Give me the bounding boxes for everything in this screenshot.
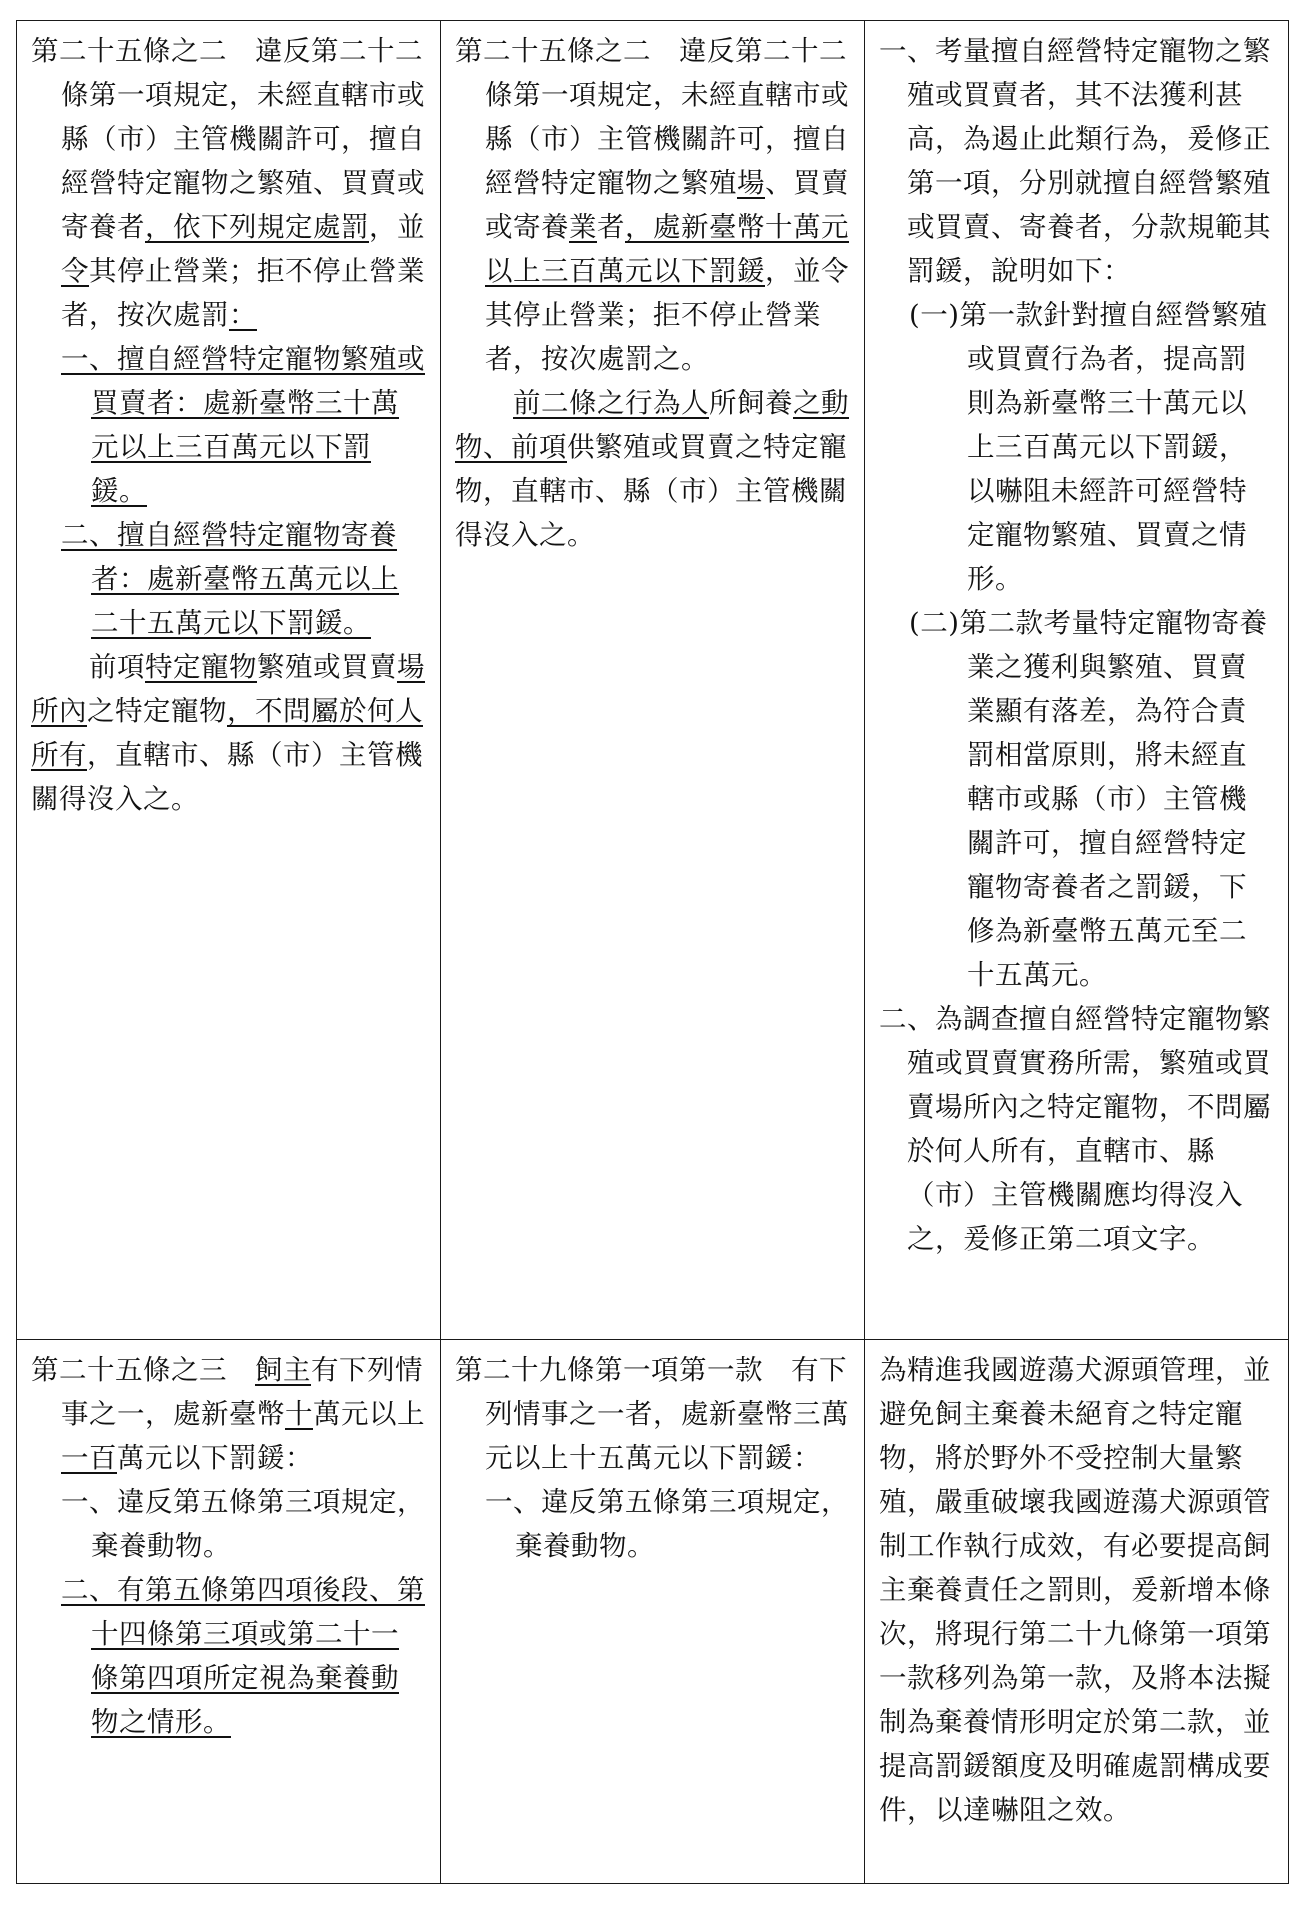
explanation-cell [865,21,1289,1340]
explanation-cell [865,1340,1289,1884]
underlined-text-segment: 之動物、前項 [455,387,849,463]
current-item-1: 一、違反第五條第三項規定，棄養動物。 [485,1486,849,1562]
text-segment: ，並 [369,211,425,243]
text-segment: 所飼養 [709,387,793,419]
text-segment: 繁殖或買賣 [257,651,397,683]
underlined-text-segment: 前二條之行為人 [513,387,709,419]
explanation-subpoint-2: (二)第二款考量特定寵物寄養業之獲利與繁殖、買賣業顯有落差，為符合責罰相當原則，將未經直轄市或縣（市）主管機關許可，擅自經營特定寵物寄養者之罰鍰，下修為新臺幣五萬元至二十五萬元。 [909,607,1268,991]
explanation-text: 為精進我國遊蕩犬源頭管理，並避免飼主棄養未絕育之特定寵物，將於野外不受控制大量繁殖，嚴重破壞我國遊蕩犬源頭管制工作執行成效，有必要提高飼主棄養責任之罰則，爰新增本條次，將現行第二十九條第一項第一款移列為第一款，及將本法擬制為棄養情形明定於第二款，並提高罰鍰額度及明確處罰構成要件，以達嚇阻之效。 [879,1354,1271,1826]
current-article-text: 第二十九條第一項第一款 有下列情事之一者，處新臺幣三萬元以上十五萬元以下罰鍰： [455,1354,849,1474]
text-segment: ，並令其停止營業；拒不停止營業者，按次處罰之。 [485,255,849,375]
current-article-text [455,29,850,381]
text-segment: 其停止營業；拒不停止營業者，按次處罰 [61,255,425,331]
amended-article-cell [17,21,441,1340]
underlined-text-segment: 飼主 [255,1354,311,1386]
text-segment: 第二十五條之二 違反第二十二條第一項規定，未經直轄市或縣（市）主管機關許可，擅自經營特定寵物之繁殖 [455,35,849,199]
text-segment: ，直轄市、縣（市）主管機關得沒入之。 [31,739,423,815]
current-paragraph-2 [455,381,850,557]
underlined-text-segment: 十 [285,1398,313,1430]
underlined-text-segment: ，處新臺幣十萬元以上三百萬元以下罰鍰 [485,211,849,287]
amended-article-text [31,1348,426,1480]
underlined-text-segment: 業 [569,211,597,243]
text-segment: 供 [567,431,595,463]
underlined-text-segment: 一百 [61,1442,117,1474]
text-segment: 第二十五條之三 [31,1354,255,1386]
underlined-text-segment: ，依下列規定處罰 [145,211,369,243]
table-row [17,21,1289,1340]
underlined-text-segment: 令 [61,255,89,287]
text-segment: 有下列情事之一，處新臺幣 [61,1354,423,1430]
text-segment: 萬元以下罰鍰： [117,1442,313,1474]
text-segment: 之特定寵物 [87,695,227,727]
amended-item-1: 一、擅自經營特定寵物繁殖或買賣者：處新臺幣三十萬元以上三百萬元以下罰鍰。 [61,343,425,507]
underlined-text-segment: ： [229,299,257,331]
underlined-text-segment: 場 [737,167,765,199]
amended-item-2: 二、有第五條第四項後段、第十四條第三項或第二十一條第四項所定視為棄養動物之情形。 [61,1574,425,1738]
amended-paragraph-2 [31,645,426,821]
text-segment: 第二十五條之二 違反第二十二條第一項規定，未經直轄市或縣（市）主管機關許可，擅自經營特定寵物之繁殖、買賣或寄養者 [31,35,425,243]
text-segment: 前項 [89,651,145,683]
amended-item-2: 二、擅自經營特定寵物寄養者：處新臺幣五萬元以上二十五萬元以下罰鍰。 [61,519,399,639]
current-article-cell [441,21,865,1340]
text-segment: 繁殖或買賣之特定寵物，直轄市、縣（市）主管機關得沒入之。 [455,431,847,551]
text-segment: 、買賣或寄養 [485,167,849,243]
table-row [17,1340,1289,1884]
explanation-point-2: 二、為調查擅自經營特定寵物繁殖或買賣實務所需，繁殖或買賣場所內之特定寵物，不問屬於何人所有，直轄市、縣（市）主管機關應均得沒入之，爰修正第二項文字。 [879,1003,1271,1255]
current-article-cell [441,1340,865,1884]
comparison-table [16,20,1289,1884]
amended-item-1: 一、違反第五條第三項規定，棄養動物。 [61,1486,425,1562]
underlined-text-segment: 特定寵物 [145,651,257,683]
explanation-subpoint-1: (一)第一款針對擅自經營繁殖或買賣行為者，提高罰則為新臺幣三十萬元以上三百萬元以下罰鍰，以嚇阻未經許可經營特定寵物繁殖、買賣之情形。 [909,299,1268,595]
underlined-text-segment: 場所內 [31,651,425,727]
explanation-point-1: 一、考量擅自經營特定寵物之繁殖或買賣者，其不法獲利甚高，為遏止此類行為，爰修正第一項，分別就擅自經營繁殖或買賣、寄養者，分款規範其罰鍰，說明如下： [879,35,1271,287]
amended-article-cell [17,1340,441,1884]
underlined-text-segment: ，不問屬於何人所有 [31,695,423,771]
amended-article-text [31,29,426,337]
text-segment: 萬元以上 [313,1398,425,1430]
text-segment: 者 [597,211,625,243]
